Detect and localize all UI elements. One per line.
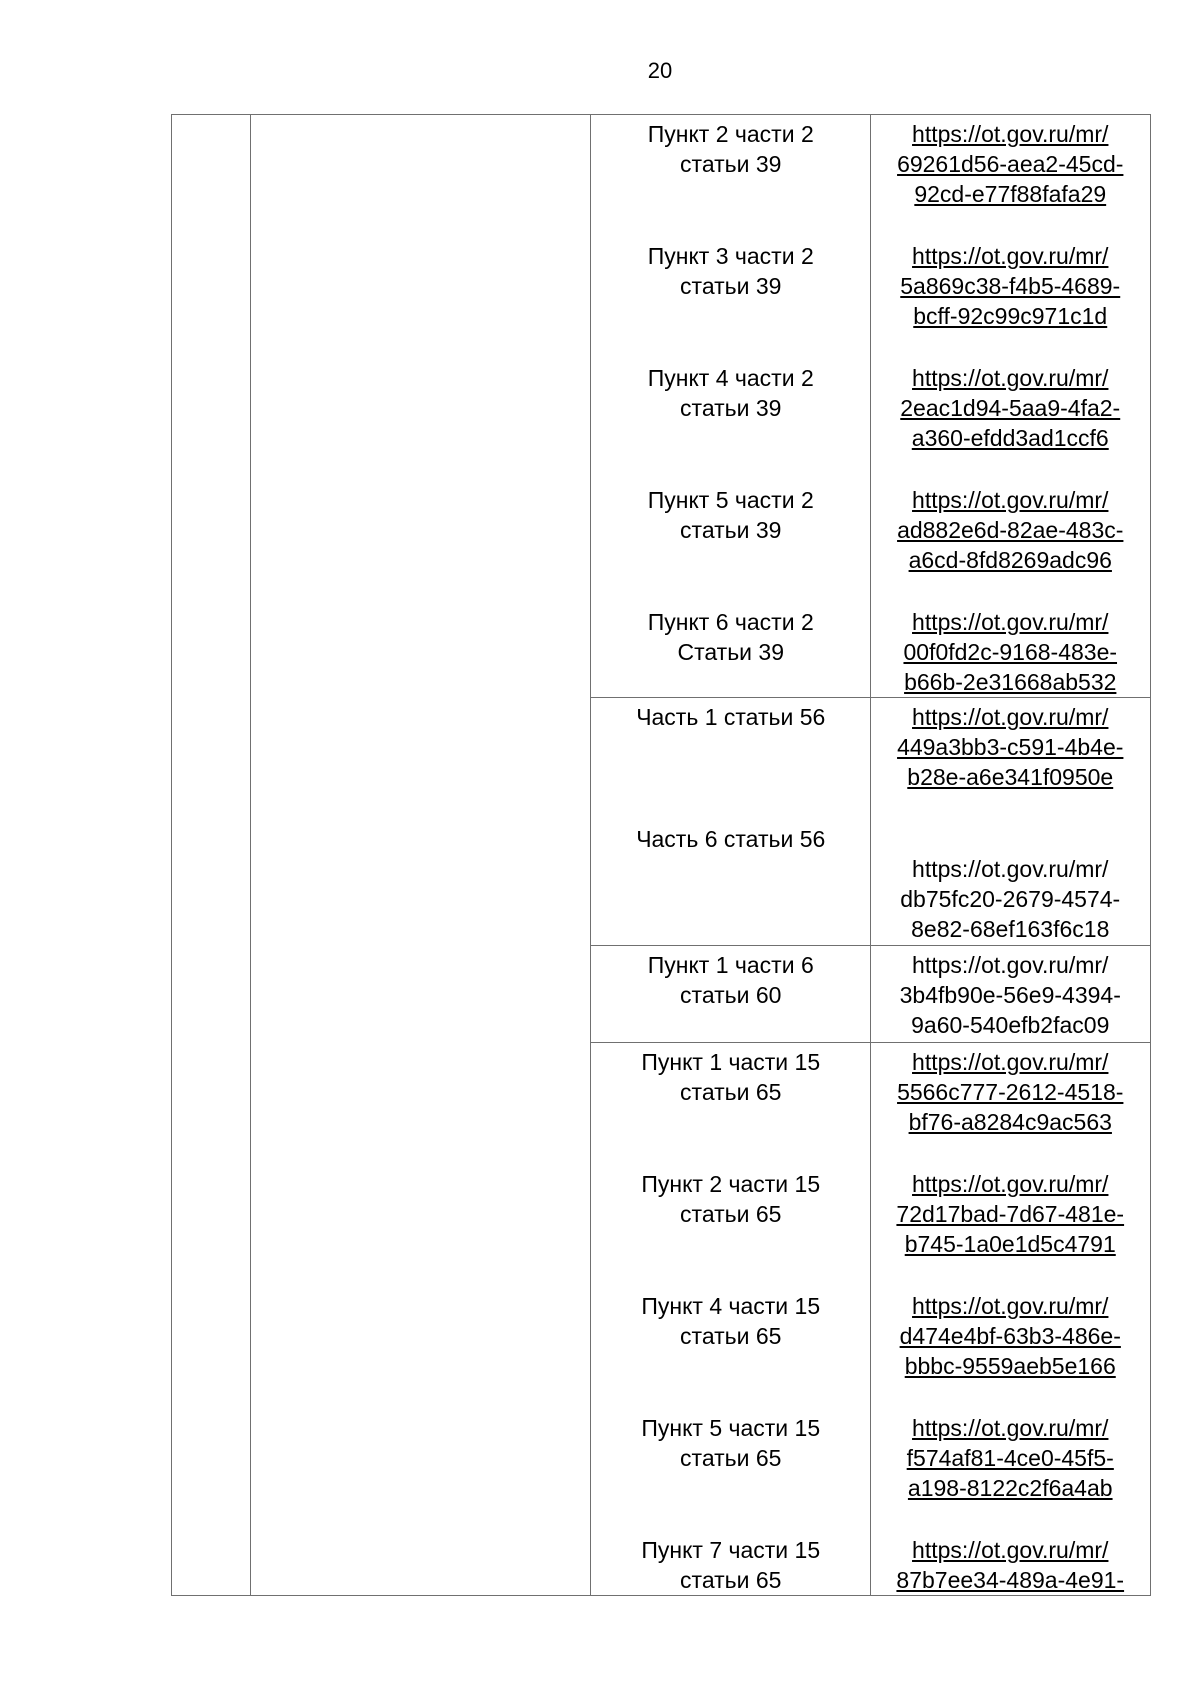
document-url-text bbox=[871, 950, 1151, 1040]
link-line[interactable]: 00f0fd2c-9168-483e- bbox=[903, 639, 1118, 665]
article-reference-line: статьи 39 bbox=[680, 395, 782, 421]
link-line[interactable]: https://ot.gov.ru/mr/ bbox=[912, 1537, 1109, 1563]
article-reference bbox=[591, 950, 871, 1040]
document-link[interactable] bbox=[871, 119, 1151, 209]
article-reference-line: Пункт 3 части 2 bbox=[647, 243, 814, 269]
link-line[interactable]: bbbc-9559aeb5e166 bbox=[904, 1353, 1116, 1379]
article-reference-line: статьи 65 bbox=[680, 1323, 782, 1349]
article-reference-line: Статьи 39 bbox=[677, 639, 784, 665]
article-reference-line: статьи 60 bbox=[680, 982, 782, 1008]
article-reference-line: Пункт 7 части 15 bbox=[641, 1537, 821, 1563]
article-reference bbox=[591, 241, 871, 331]
link-line[interactable]: https://ot.gov.ru/mr/ bbox=[912, 1415, 1109, 1441]
article-reference bbox=[591, 1535, 871, 1595]
link-line[interactable]: 69261d56-aea2-45cd- bbox=[897, 151, 1124, 177]
link-line: 3b4fb90e-56e9-4394- bbox=[899, 982, 1121, 1008]
link-line[interactable]: b28e-a6e341f0950e bbox=[907, 764, 1114, 790]
link-line[interactable]: 5a869c38-f4b5-4689- bbox=[900, 273, 1121, 299]
table-row bbox=[172, 115, 1151, 698]
table-body bbox=[172, 115, 1151, 1596]
article-reference-line: Пункт 6 части 2 bbox=[647, 609, 814, 635]
document-link[interactable] bbox=[871, 1413, 1151, 1503]
document-link[interactable] bbox=[871, 485, 1151, 575]
article-reference-line: Пункт 2 части 2 bbox=[647, 121, 814, 147]
link-line[interactable]: https://ot.gov.ru/mr/ bbox=[912, 704, 1109, 730]
description-cell bbox=[251, 115, 591, 1596]
article-reference-line: Часть 1 статьи 56 bbox=[636, 704, 826, 730]
link-line[interactable]: ad882e6d-82ae-483c- bbox=[897, 517, 1124, 543]
article-reference-line: Пункт 4 части 2 bbox=[647, 365, 814, 391]
link-line[interactable]: 92cd-e77f88fafa29 bbox=[914, 181, 1107, 207]
link-line[interactable]: a198-8122c2f6a4ab bbox=[907, 1475, 1113, 1501]
document-link[interactable] bbox=[871, 1535, 1151, 1595]
article-reference-line: статьи 65 bbox=[680, 1445, 782, 1471]
link-line[interactable]: 2eac1d94-5aa9-4fa2- bbox=[900, 395, 1121, 421]
document-link[interactable] bbox=[871, 241, 1151, 331]
column-separator bbox=[870, 114, 871, 1596]
link-line[interactable]: b745-1a0e1d5c4791 bbox=[904, 1231, 1116, 1257]
link-line[interactable]: https://ot.gov.ru/mr/ bbox=[912, 487, 1109, 513]
article-reference bbox=[591, 702, 871, 792]
article-reference bbox=[591, 363, 871, 453]
article-reference bbox=[591, 1047, 871, 1137]
link-line[interactable]: bf76-a8284c9ac563 bbox=[908, 1109, 1112, 1135]
document-link[interactable] bbox=[871, 1291, 1151, 1381]
link-line[interactable]: https://ot.gov.ru/mr/ bbox=[912, 1049, 1109, 1075]
article-reference bbox=[591, 607, 871, 697]
link-line: db75fc20-2679-4574- bbox=[900, 886, 1121, 912]
document-link[interactable] bbox=[871, 607, 1151, 697]
link-line[interactable]: d474e4bf-63b3-486e- bbox=[899, 1323, 1121, 1349]
link-line: 8e82-68ef163f6c18 bbox=[911, 916, 1110, 942]
document-link[interactable] bbox=[871, 702, 1151, 792]
article-reference bbox=[591, 119, 871, 209]
article-reference-line: статьи 65 bbox=[680, 1567, 782, 1593]
article-reference-line: статьи 65 bbox=[680, 1201, 782, 1227]
page-number: 20 bbox=[647, 58, 673, 83]
link-line[interactable]: https://ot.gov.ru/mr/ bbox=[912, 1293, 1109, 1319]
link-line[interactable]: bcff-92c99c971c1d bbox=[913, 303, 1108, 329]
link-line[interactable]: 449a3bb3-c591-4b4e- bbox=[897, 734, 1124, 760]
article-reference-line: Часть 6 статьи 56 bbox=[636, 826, 826, 852]
article-reference bbox=[591, 1169, 871, 1259]
link-line[interactable]: b66b-2e31668ab532 bbox=[904, 669, 1117, 695]
article-reference bbox=[591, 1291, 871, 1381]
article-reference bbox=[591, 1413, 871, 1503]
document-url-text bbox=[871, 824, 1151, 944]
link-line[interactable]: 87b7ee34-489a-4e91- bbox=[896, 1567, 1125, 1593]
link-line[interactable]: https://ot.gov.ru/mr/ bbox=[912, 365, 1109, 391]
document-link[interactable] bbox=[871, 1047, 1151, 1137]
article-reference-line: Пункт 4 части 15 bbox=[641, 1293, 821, 1319]
link-line: https://ot.gov.ru/mr/ bbox=[912, 952, 1109, 978]
link-line[interactable]: f574af81-4ce0-45f5- bbox=[906, 1445, 1114, 1471]
link-line[interactable]: 72d17bad-7d67-481e- bbox=[896, 1201, 1125, 1227]
link-line[interactable]: https://ot.gov.ru/mr/ bbox=[912, 121, 1109, 147]
article-reference-line: статьи 65 bbox=[680, 1079, 782, 1105]
article-reference bbox=[591, 485, 871, 575]
article-reference-line: статьи 39 bbox=[680, 273, 782, 299]
link-line[interactable]: https://ot.gov.ru/mr/ bbox=[912, 1171, 1109, 1197]
article-reference-line: Пункт 1 части 6 bbox=[647, 952, 814, 978]
article-reference bbox=[591, 824, 871, 944]
article-reference-line: Пункт 1 части 15 bbox=[641, 1049, 821, 1075]
article-reference-line: статьи 39 bbox=[680, 151, 782, 177]
article-reference-line: Пункт 5 части 15 bbox=[641, 1415, 821, 1441]
link-line[interactable]: https://ot.gov.ru/mr/ bbox=[912, 243, 1109, 269]
link-line[interactable]: https://ot.gov.ru/mr/ bbox=[912, 609, 1109, 635]
article-reference-line: Пункт 5 части 2 bbox=[647, 487, 814, 513]
document-link[interactable] bbox=[871, 1169, 1151, 1259]
number-cell bbox=[172, 115, 251, 1596]
link-line[interactable]: a360-efdd3ad1ccf6 bbox=[911, 425, 1109, 451]
link-line: 9a60-540efb2fac09 bbox=[911, 1012, 1110, 1038]
link-line[interactable]: 5566c777-2612-4518- bbox=[897, 1079, 1124, 1105]
article-reference-line: Пункт 2 части 15 bbox=[641, 1171, 821, 1197]
references-table bbox=[171, 114, 1151, 1596]
link-line[interactable]: a6cd-8fd8269adc96 bbox=[908, 547, 1112, 573]
document-link[interactable] bbox=[871, 363, 1151, 453]
article-reference-line: статьи 39 bbox=[680, 517, 782, 543]
link-line: https://ot.gov.ru/mr/ bbox=[912, 856, 1109, 882]
